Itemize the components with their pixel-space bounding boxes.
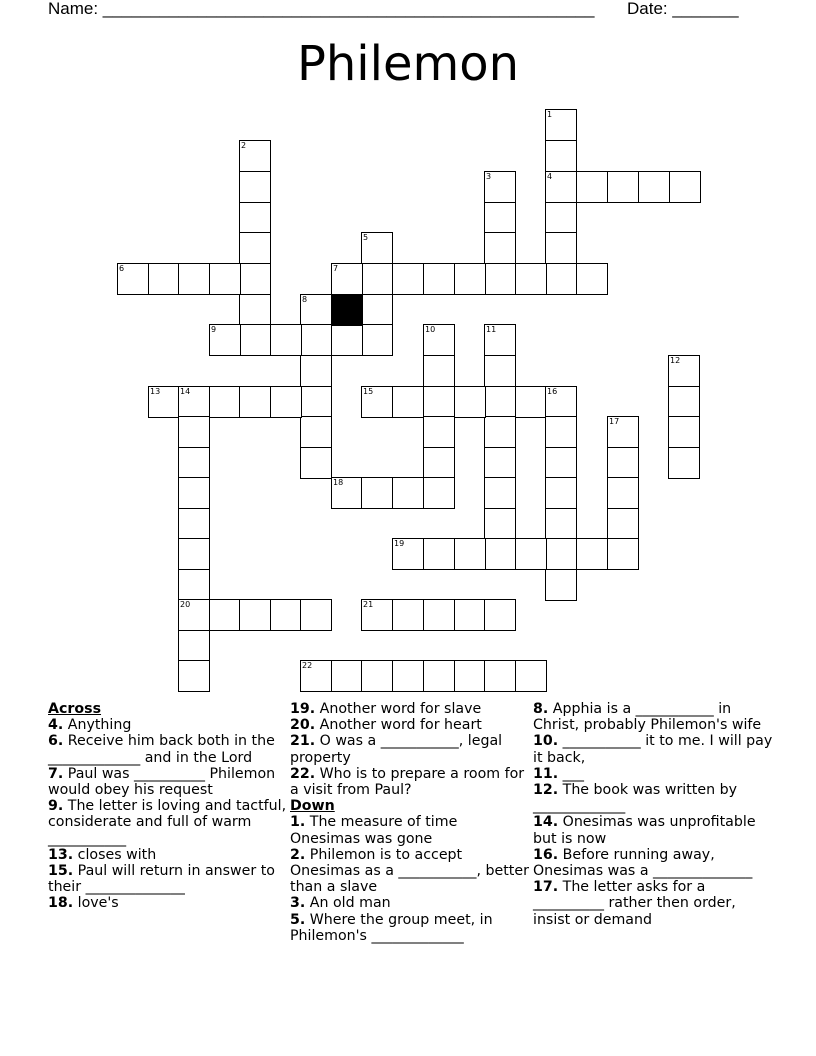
crossword-cell[interactable] bbox=[484, 416, 516, 448]
crossword-cell[interactable] bbox=[454, 660, 486, 692]
crossword-cell[interactable] bbox=[638, 171, 670, 203]
clue-number: 2 bbox=[241, 141, 247, 150]
clue-text: An old man bbox=[305, 895, 391, 912]
crossword-cell[interactable] bbox=[545, 416, 577, 448]
crossword-cell[interactable] bbox=[331, 477, 363, 509]
clue-number-label: 15. bbox=[48, 863, 74, 880]
crossword-cell[interactable] bbox=[392, 477, 424, 509]
clue-item bbox=[48, 766, 288, 798]
clue-item bbox=[533, 733, 773, 765]
crossword-cell[interactable] bbox=[545, 386, 577, 418]
clue-item bbox=[48, 733, 288, 765]
crossword-cell[interactable] bbox=[178, 660, 210, 692]
crossword-cell[interactable] bbox=[270, 324, 302, 356]
clue-number-label: 21. bbox=[290, 733, 316, 750]
crossword-cell[interactable] bbox=[209, 599, 241, 631]
clue-text: The letter asks for a __________ rather then order, insist or demand bbox=[533, 879, 736, 928]
crossword-cell[interactable] bbox=[300, 660, 332, 692]
clue-text: Paul will return in answer to their ______________ bbox=[48, 863, 275, 896]
clue-number: 21 bbox=[363, 600, 374, 609]
crossword-cell[interactable] bbox=[423, 660, 455, 692]
crossword-cell[interactable] bbox=[669, 171, 701, 203]
crossword-cell[interactable] bbox=[545, 171, 577, 203]
crossword-cell[interactable] bbox=[178, 416, 210, 448]
crossword-cell[interactable] bbox=[484, 232, 516, 264]
crossword-cell[interactable] bbox=[361, 263, 393, 295]
crossword-cell[interactable] bbox=[178, 538, 210, 570]
crossword-cell[interactable] bbox=[300, 599, 332, 631]
crossword-cell[interactable] bbox=[454, 263, 486, 295]
crossword-cell[interactable] bbox=[178, 508, 210, 540]
crossword-cell[interactable] bbox=[239, 294, 271, 326]
clue-number: 16 bbox=[547, 387, 558, 396]
crossword-cell[interactable] bbox=[239, 202, 271, 234]
clue-item bbox=[533, 766, 773, 782]
clue-number: 13 bbox=[150, 387, 161, 396]
clue-number-label: 7. bbox=[48, 765, 64, 782]
crossword-cell[interactable] bbox=[576, 263, 608, 295]
clue-number-label: 19. bbox=[290, 701, 316, 717]
crossword-cell[interactable] bbox=[423, 599, 455, 631]
crossword-cell[interactable] bbox=[515, 660, 547, 692]
clues-column-3 bbox=[533, 701, 773, 928]
crossword-cell[interactable] bbox=[423, 538, 455, 570]
clue-number: 22 bbox=[302, 661, 313, 670]
clue-text: The book was written by _____________ bbox=[533, 782, 737, 815]
clue-number-label: 5. bbox=[290, 911, 306, 928]
clue-number: 9 bbox=[211, 325, 217, 334]
clue-number: 5 bbox=[363, 233, 369, 242]
crossword-cell[interactable] bbox=[300, 416, 332, 448]
clue-item bbox=[48, 863, 288, 895]
clue-number: 19 bbox=[394, 539, 405, 548]
crossword-cell[interactable] bbox=[515, 386, 547, 418]
crossword-cell[interactable] bbox=[270, 599, 302, 631]
clue-text: love's bbox=[73, 895, 119, 912]
crossword-cell[interactable] bbox=[607, 447, 639, 479]
crossword-cell[interactable] bbox=[239, 599, 271, 631]
clue-number: 10 bbox=[425, 325, 436, 334]
clue-item bbox=[533, 879, 773, 928]
page-title: Philemon bbox=[296, 36, 520, 92]
crossword-cell[interactable] bbox=[148, 263, 180, 295]
clue-number: 8 bbox=[302, 295, 308, 304]
crossword-cell[interactable] bbox=[239, 386, 271, 418]
crossword-cell[interactable] bbox=[515, 263, 547, 295]
clue-number: 6 bbox=[119, 264, 125, 273]
crossword-cell[interactable] bbox=[607, 538, 639, 570]
crossword-cell[interactable] bbox=[239, 324, 271, 356]
crossword-cell[interactable] bbox=[239, 140, 271, 172]
clue-number-label: 12. bbox=[533, 782, 559, 799]
crossword-cell[interactable] bbox=[484, 324, 516, 356]
crossword-cell[interactable] bbox=[423, 386, 455, 418]
crossword-cell[interactable] bbox=[178, 263, 210, 295]
clue-number-label: 17. bbox=[533, 879, 559, 896]
clue-number-label: 11. bbox=[533, 765, 559, 782]
crossword-cell[interactable] bbox=[423, 416, 455, 448]
clue-text: Onesimas was unprofitable but is now bbox=[533, 814, 756, 847]
crossword-cell[interactable] bbox=[331, 324, 363, 356]
crossword-cell[interactable] bbox=[361, 477, 393, 509]
clue-number-label: 18. bbox=[48, 895, 74, 912]
clue-item bbox=[290, 733, 530, 765]
crossword-cell[interactable] bbox=[178, 447, 210, 479]
crossword-cell[interactable] bbox=[239, 263, 271, 295]
clue-number-label: 6. bbox=[48, 733, 64, 750]
crossword-cell[interactable] bbox=[270, 386, 302, 418]
clue-text: Who is to prepare a room for a visit from Paul? bbox=[290, 765, 525, 799]
crossword-cell[interactable] bbox=[576, 171, 608, 203]
clue-item bbox=[533, 814, 773, 846]
crossword-cell[interactable] bbox=[423, 477, 455, 509]
clue-number-label: 1. bbox=[290, 814, 306, 831]
crossword-cell[interactable] bbox=[545, 538, 577, 570]
crossword-cell[interactable] bbox=[576, 538, 608, 570]
crossword-cell[interactable] bbox=[607, 171, 639, 203]
clue-number: 18 bbox=[333, 478, 344, 487]
crossword-cell[interactable] bbox=[607, 477, 639, 509]
crossword-cell[interactable] bbox=[545, 477, 577, 509]
crossword-cell[interactable] bbox=[209, 386, 241, 418]
crossword-cell[interactable] bbox=[178, 599, 210, 631]
clue-text: The letter is loving and tactful, considerate and full of warm ___________ bbox=[48, 798, 287, 847]
crossword-cell[interactable] bbox=[484, 263, 516, 295]
clue-number-label: 20. bbox=[290, 717, 316, 734]
clue-text: closes with bbox=[73, 846, 157, 863]
clue-number: 20 bbox=[180, 600, 191, 609]
crossword-cell[interactable] bbox=[484, 386, 516, 418]
crossword-cell[interactable] bbox=[117, 263, 149, 295]
clue-number-label: 10. bbox=[533, 733, 559, 750]
crossword-cell[interactable] bbox=[392, 263, 424, 295]
crossword-cell[interactable] bbox=[423, 355, 455, 387]
crossword-cell[interactable] bbox=[545, 140, 577, 172]
clue-number: 12 bbox=[670, 356, 681, 365]
crossword-cell[interactable] bbox=[300, 294, 332, 326]
crossword-cell[interactable] bbox=[361, 660, 393, 692]
clue-text: Anything bbox=[63, 717, 132, 734]
crossword-cell[interactable] bbox=[545, 202, 577, 234]
crossword-cell[interactable] bbox=[331, 660, 363, 692]
crossword-cell[interactable] bbox=[423, 263, 455, 295]
clue-number-label: 13. bbox=[48, 846, 74, 863]
crossword-cell[interactable] bbox=[668, 386, 700, 418]
crossword-cell[interactable] bbox=[515, 538, 547, 570]
clues-column-2 bbox=[290, 701, 530, 944]
clue-number: 3 bbox=[486, 172, 492, 181]
crossword-cell[interactable] bbox=[454, 386, 486, 418]
clue-text: ___________ it to me. I will pay it back, bbox=[533, 733, 773, 766]
clue-item bbox=[290, 814, 530, 846]
clue-item bbox=[48, 798, 288, 847]
crossword-cell[interactable] bbox=[178, 569, 210, 601]
crossword-cell[interactable] bbox=[300, 386, 332, 418]
crossword-cell[interactable] bbox=[361, 386, 393, 418]
crossword-cell[interactable] bbox=[454, 538, 486, 570]
crossword-cell[interactable] bbox=[545, 232, 577, 264]
crossword-cell[interactable] bbox=[361, 294, 393, 326]
crossword-cell[interactable] bbox=[361, 599, 393, 631]
clue-item bbox=[290, 717, 530, 733]
crossword-cell[interactable] bbox=[331, 263, 363, 295]
clue-item bbox=[48, 895, 288, 911]
crossword-cell[interactable] bbox=[668, 355, 700, 387]
clue-item bbox=[48, 847, 288, 863]
clue-number: 14 bbox=[180, 387, 191, 396]
crossword-cell[interactable] bbox=[545, 508, 577, 540]
section-heading: Across bbox=[48, 701, 102, 717]
crossword-cell[interactable] bbox=[209, 324, 241, 356]
clue-number-label: 9. bbox=[48, 798, 64, 815]
clue-item bbox=[533, 847, 773, 879]
name-field[interactable]: Name: ____________________________________________________ bbox=[48, 0, 595, 18]
clue-item bbox=[290, 847, 530, 896]
clue-text: O was a ___________, legal property bbox=[290, 733, 503, 766]
clue-number-label: 2. bbox=[290, 846, 306, 863]
clue-text: Apphia is a ___________ in Christ, probably Philemon's wife bbox=[533, 701, 762, 734]
date-field[interactable]: Date: _______ bbox=[627, 0, 739, 18]
clue-number: 15 bbox=[363, 387, 374, 396]
crossword-cell[interactable] bbox=[239, 232, 271, 264]
clue-number-label: 4. bbox=[48, 717, 64, 734]
crossword-cell[interactable] bbox=[668, 416, 700, 448]
crossword-cell[interactable] bbox=[148, 386, 180, 418]
clue-text: ___ bbox=[558, 765, 584, 782]
clue-number: 17 bbox=[609, 417, 620, 426]
crossword-cell[interactable] bbox=[392, 538, 424, 570]
crossword-cell[interactable] bbox=[361, 324, 393, 356]
clue-text: Another word for slave bbox=[315, 701, 482, 717]
clue-text: Before running away, Onesimas was a ______________ bbox=[533, 846, 753, 880]
crossword-cell[interactable] bbox=[300, 447, 332, 479]
clue-item bbox=[533, 782, 773, 814]
clue-number-label: 16. bbox=[533, 846, 559, 863]
crossword-cell[interactable] bbox=[209, 263, 241, 295]
clue-number-label: 14. bbox=[533, 814, 559, 831]
crossword-cell[interactable] bbox=[392, 386, 424, 418]
clues-column-1 bbox=[48, 701, 288, 912]
clue-text: Philemon is to accept Onesimas as a ___________, better than a slave bbox=[290, 846, 529, 896]
crossword-cell[interactable] bbox=[607, 508, 639, 540]
black-cell bbox=[331, 294, 363, 326]
crossword-cell[interactable] bbox=[423, 447, 455, 479]
crossword-cell[interactable] bbox=[484, 508, 516, 540]
clue-item bbox=[290, 912, 530, 944]
crossword-cell[interactable] bbox=[178, 477, 210, 509]
crossword-cell[interactable] bbox=[545, 109, 577, 141]
crossword-cell[interactable] bbox=[178, 630, 210, 662]
clue-text: The measure of time Onesimas was gone bbox=[290, 814, 458, 847]
crossword-cell[interactable] bbox=[545, 569, 577, 601]
clue-text: Another word for heart bbox=[315, 717, 482, 734]
crossword-cell[interactable] bbox=[484, 599, 516, 631]
crossword-cell[interactable] bbox=[392, 660, 424, 692]
clue-number-label: 8. bbox=[533, 701, 549, 717]
clue-number: 7 bbox=[333, 264, 339, 273]
crossword-cell[interactable] bbox=[392, 599, 424, 631]
section-heading: Down bbox=[290, 798, 335, 815]
clue-item bbox=[290, 766, 530, 798]
crossword-cell[interactable] bbox=[484, 538, 516, 570]
clue-text: Paul was __________ Philemon would obey his request bbox=[48, 765, 276, 799]
crossword-cell[interactable] bbox=[545, 447, 577, 479]
crossword-cell[interactable] bbox=[423, 324, 455, 356]
crossword-cell[interactable] bbox=[484, 171, 516, 203]
clue-number: 4 bbox=[547, 172, 553, 181]
crossword-cell[interactable] bbox=[607, 416, 639, 448]
crossword-cell[interactable] bbox=[361, 232, 393, 264]
crossword-cell[interactable] bbox=[484, 660, 516, 692]
clue-number-label: 3. bbox=[290, 895, 306, 912]
crossword-cell[interactable] bbox=[484, 447, 516, 479]
clue-text: Where the group meet, in Philemon's _____________ bbox=[290, 911, 493, 944]
crossword-cell[interactable] bbox=[484, 477, 516, 509]
clue-text: Receive him back both in the _____________ and in the Lord bbox=[48, 733, 275, 766]
crossword-cell[interactable] bbox=[239, 171, 271, 203]
clue-number-label: 22. bbox=[290, 765, 316, 782]
clue-number: 11 bbox=[486, 325, 497, 334]
crossword-cell[interactable] bbox=[484, 355, 516, 387]
crossword-cell[interactable] bbox=[300, 355, 332, 387]
crossword-cell[interactable] bbox=[178, 386, 210, 418]
crossword-cell[interactable] bbox=[300, 324, 332, 356]
crossword-cell[interactable] bbox=[668, 447, 700, 479]
clue-item bbox=[48, 717, 288, 733]
clue-number: 1 bbox=[547, 110, 553, 119]
clue-item bbox=[290, 701, 530, 717]
crossword-cell[interactable] bbox=[545, 263, 577, 295]
crossword-cell[interactable] bbox=[484, 202, 516, 234]
clue-item bbox=[533, 701, 773, 733]
crossword-cell[interactable] bbox=[454, 599, 486, 631]
clue-item bbox=[290, 895, 530, 911]
